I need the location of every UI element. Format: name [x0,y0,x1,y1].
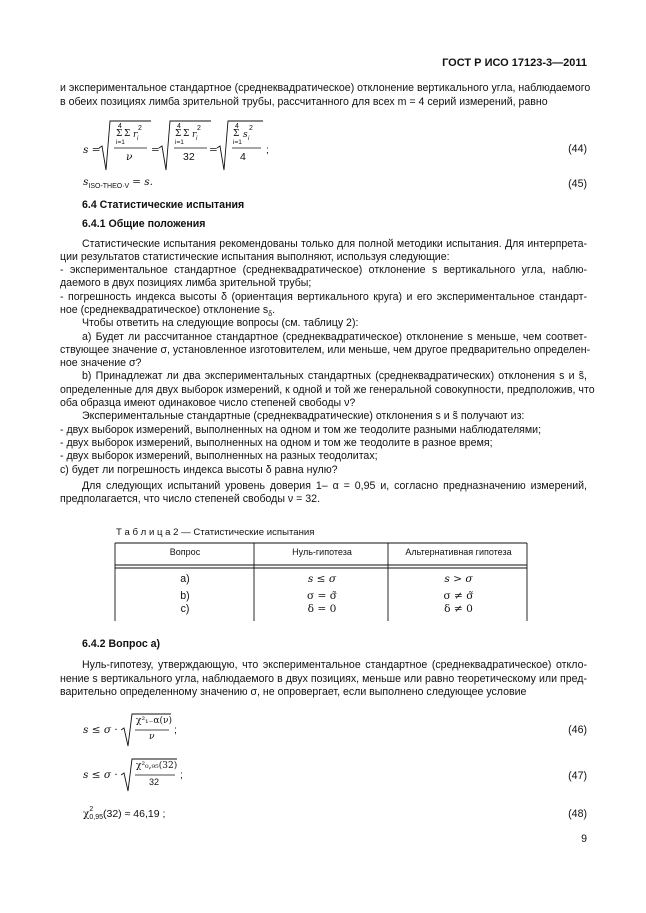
para-6-4-1-line-3: - экспериментальное стандартное (среднеквадратическое) отклонение s вертикального угла, наблю- [60,264,587,276]
para-6-4-1-line-20: предполагается, что число степеней свободы ν = 32. [60,493,321,505]
table-row-b-alt: σ ≠ σ̃ [443,590,474,602]
eq44-r2-sq: 2 [197,125,201,132]
table-row-a-alt: s > σ [444,573,473,585]
eq45-lhs: s [83,176,89,188]
para-6-4-2-line-2: нение s вертикального угла, наблюдаемого в двух позициях, меньше или равно теоретическому или пред- [60,673,587,685]
eq44-sum1-sign-b: Σ [124,129,131,139]
para-6-4-1-line-4: даемого в двух позициях лимба зрительной трубы; [60,277,312,289]
eq44-sum2-sign-b: Σ [183,129,190,139]
para-6-4-2-line-3: варительно определенному значению σ, не опровергает, если выполнено следующее условие [60,686,527,698]
eq44-s3-i: i [248,136,250,142]
s-delta-subscript: δ [268,311,273,319]
equation-48 [83,806,165,822]
para-6-4-1-line-6: ное (среднеквадратическое) отклонение $s_\delta$. [60,304,276,319]
para-6-4-1-line-16: - двух выборок измерений, выполненных на одном и том же теодолите в разное время; [60,437,493,449]
table-row-a-question: a) [180,573,190,585]
para-6-4-2-line-1: Нуль-гипотезу, утверждающую, что экспериментальное стандартное (среднеквадратическое) откло- [82,659,587,671]
eq46-den: ν [149,732,155,742]
para-6-4-1-line-1: Статистические испытания рекомендованы только для полной методики испытания. Для интерпрета- [82,238,587,250]
eq44-s3: s [243,130,248,140]
table-row-c-question: c) [180,603,190,615]
eq44-lhs: s = [83,144,101,156]
eq44-sum2-upper: 4 [177,123,181,130]
eq46-tail: ; [174,724,177,736]
document-code: ГОСТ Р ИСО 17123-3—2011 [442,57,587,69]
table-row-b-question: b) [180,590,190,602]
eq44-sum2-lower: i=1 [175,139,184,146]
eq45-rhs: = s. [132,176,154,188]
eq44-eq2: = [209,144,218,156]
eq47-lhs: s ≤ σ · [83,769,118,781]
table-row-a-null: s ≤ σ [307,573,337,585]
eq44-semicolon: ; [266,144,269,156]
para-6-4-1-line-11: b) Принадлежат ли два экспериментальных стандартных (среднеквадратических) отклонения s и s̃, [82,370,587,382]
eq48-sup: 2 [89,806,94,813]
eq44-den1: ν [126,151,133,163]
section-6-4-2-title: 6.4.2 Вопрос a) [82,638,161,650]
eq46-lhs: s ≤ σ · [83,724,118,736]
table-2-header-null: Нуль-гипотеза [292,547,352,557]
section-6-4-1-title: 6.4.1 Общие положения [82,218,206,230]
eq44-sum2-sign: Σ [175,129,182,139]
eq44-sum1-sign: Σ [116,129,123,139]
para-6-4-1-line-12: определенные для двух выборок измерений, к одной и той же генеральной совокупности, предположив, что [60,384,595,396]
para-6-4-1-line-2: ции результатов статистические испытания выполняют, используя следующие: [60,251,450,263]
eq45-sub: ISO-THEO·V [88,183,130,191]
eq44-eq1: = [151,144,160,156]
equation-45-number: (45) [568,178,587,190]
para-6-4-1-line-10: ное значение σ? [60,357,142,369]
table-2-header-question: Вопрос [169,547,201,557]
para-6-4-1-line-13: оба образца имеют одинаковое число степеней свободы ν? [60,397,356,409]
eq44-r1-sq: 2 [138,125,142,132]
eq44-r2-i: i [196,136,198,142]
equation-46-number: (46) [568,724,587,736]
eq44-den3: 4 [240,151,246,163]
equation-44 [83,118,283,178]
eq44-s3-sq: 2 [249,125,253,132]
table-2-header-alt: Альтернативная гипотеза [405,547,512,557]
eq48-chi: χ [83,807,90,820]
para-6-4-1-line-7: Чтобы ответить на следующие вопросы (см. таблицу 2): [82,317,359,329]
para-6-4-1-line-8: a) Будет ли рассчитанное стандартное (среднеквадратическое) отклонение s меньше, чем соответ- [82,331,587,343]
eq47-den: 32 [149,777,160,787]
eq44-r2: r [192,130,197,140]
intro-line-1: и экспериментальное стандартное (среднеквадратическое) отклонение вертикального угла, наблюдаемого [60,82,591,94]
eq44-sum1-lower: i=1 [116,139,125,146]
equation-45 [83,176,153,190]
equation-44-number: (44) [568,143,587,155]
table-row-b-null: σ = σ̃ [306,590,338,602]
eq47-num: χ²₀,₉₅(32) [136,761,178,771]
eq44-sum3-lower: i=1 [233,139,242,146]
table-row-c-null: δ = 0 [307,603,337,615]
intro-line-2: в обеих позициях лимба зрительной трубы, рассчитанного для всех m = 4 серий измерений, равно [60,96,548,108]
para-6-4-1-line-15: - двух выборок измерений, выполненных на одном и том же теодолите разными наблюдателями; [60,424,542,436]
eq48-rest: (32) ≈ 46,19 ; [103,807,166,820]
eq44-r1: r [133,130,138,140]
eq44-sum1-upper: 4 [118,123,122,130]
eq44-sum3-upper: 4 [235,123,239,130]
page-number: 9 [581,833,587,845]
para-6-4-1-line-17: - двух выборок измерений, выполненных на разных теодолитах; [60,450,378,462]
para-6-4-1-line-6-text: ное (среднеквадратическое) отклонение s [60,304,269,316]
para-6-4-1-line-9: ствующее значение σ, установленное изготовителем, или меньше, чем другое предварительно определен- [60,344,591,356]
equation-48-number: (48) [568,808,587,820]
table-row-c-alt: δ ≠ 0 [444,603,473,615]
table-2-caption: Т а б л и ц а 2 — Статистические испытания [116,527,315,538]
para-6-4-1-line-19: Для следующих испытаний уровень доверия 1– α = 0,95 и, согласно предназначению измерений, [82,480,587,492]
eq47-tail: ; [180,769,183,781]
eq48-sub: 0,95 [89,814,103,821]
eq44-den2: 32 [183,151,195,163]
eq44-sum3-sign: Σ [233,129,240,139]
eq46-num: χ²₁₋α(ν) [136,716,172,726]
para-6-4-1-line-18: c) будет ли погрешность индекса высоты δ равна нулю? [60,464,338,476]
eq44-radicals [99,118,289,178]
equation-47-number: (47) [568,770,587,782]
para-6-4-1-line-5: - погрешность индекса высоты δ (ориентация вертикального круга) и его экспериментальное стандарт- [60,291,587,303]
eq44-r1-i: i [137,136,139,142]
para-6-4-1-line-14: Экспериментальные стандартные (среднеквадратические) отклонения s и s̃ получают из: [82,410,525,422]
section-6-4-title: 6.4 Статистические испытания [82,199,245,211]
